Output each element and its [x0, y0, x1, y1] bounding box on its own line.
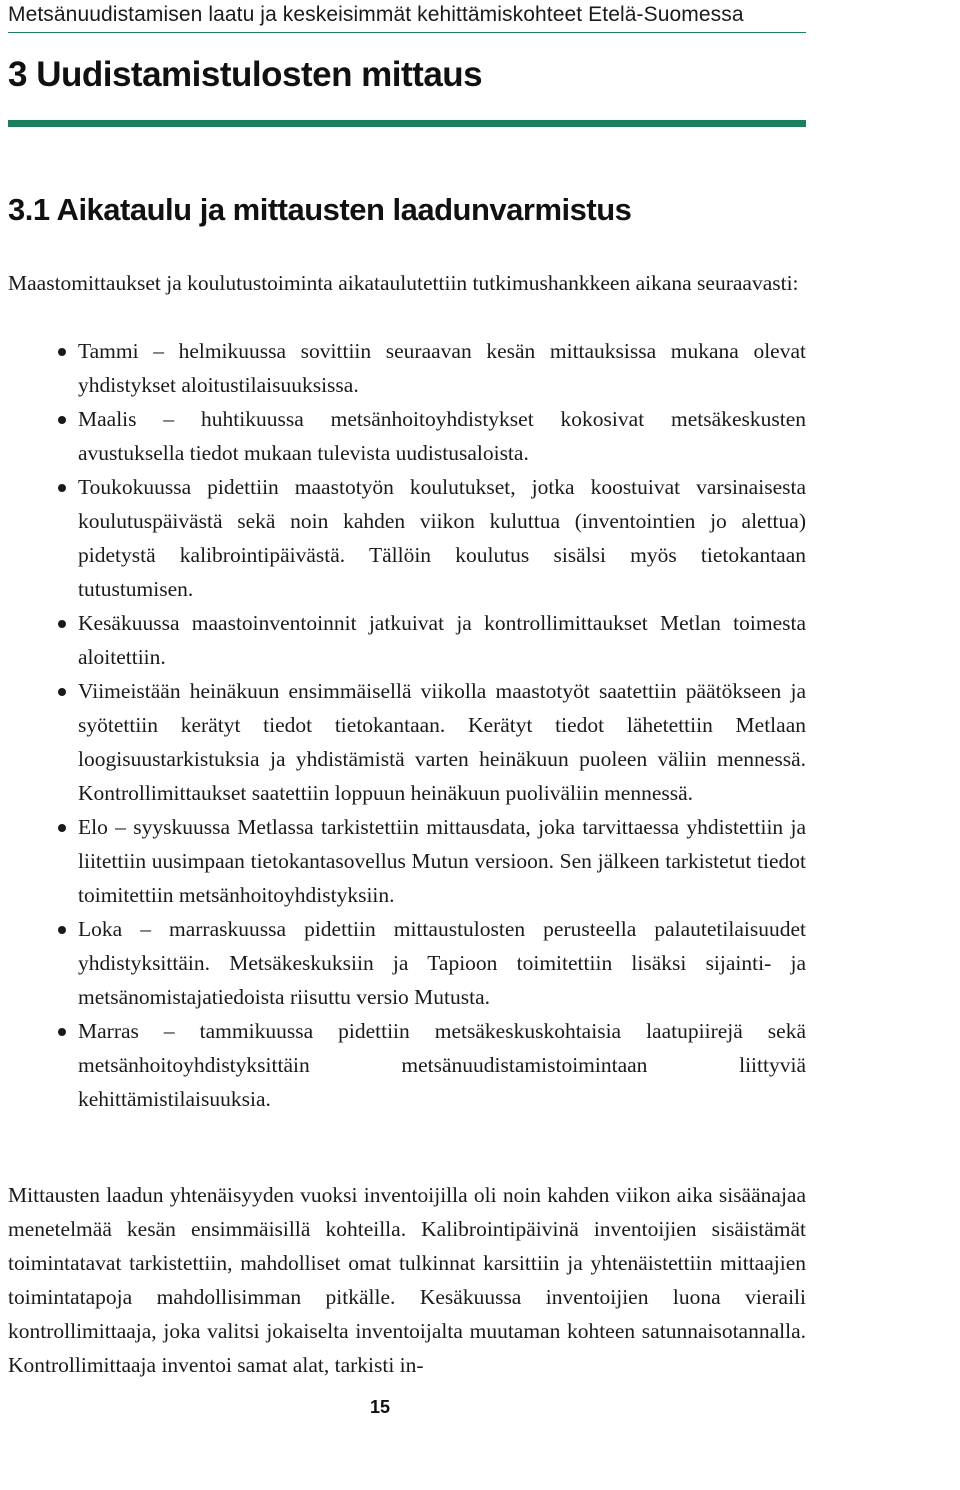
- list-item: [8, 674, 806, 810]
- bullet-icon: [58, 484, 66, 492]
- list-item: [8, 334, 806, 402]
- list-item: [8, 912, 806, 1014]
- list-item-text: Kesäkuussa maastoinventoinnit jatkuivat ja kontrollimittaukset Metlan toimesta aloitettiin.: [78, 611, 806, 669]
- list-item-text: Toukokuussa pidettiin maastotyön koulutukset, jotka koostuivat varsinaisesta koulutuspäivästä sekä noin kahden viikon kuluttua (inventointien jo alettua) pidetystä kalibrointipäivästä. Tällöin koulutus sisälsi myös tietokantaan tutustumisen.: [78, 475, 806, 601]
- section-title: 3.1 Aikataulu ja mittausten laadunvarmistus: [8, 192, 632, 227]
- list-item-text: Tammi – helmikuussa sovittiin seuraavan kesän mittauksissa mukana olevat yhdistykset aloitustilaisuuksissa.: [78, 339, 806, 397]
- list-item: [8, 1014, 806, 1116]
- list-item: [8, 470, 806, 606]
- header-rule-thin: [8, 32, 806, 33]
- list-item-text: Marras – tammikuussa pidettiin metsäkeskuskohtaisia laatupiirejä sekä metsänhoitoyhdistyksittäin metsänuudistamistoimintaan liittyviä kehittämistilaisuuksia.: [78, 1019, 806, 1111]
- list-item-text: Loka – marraskuussa pidettiin mittaustulosten perusteella palautetilaisuudet yhdistyksittäin. Metsäkeskuksiin ja Tapioon toimitettiin lisäksi sijainti- ja metsänomistajatiedoista riisuttu versio Mutusta.: [78, 917, 806, 1009]
- intro-paragraph: Maastomittaukset ja koulutustoiminta aikataulutettiin tutkimushankkeen aikana seuraavasti:: [8, 271, 799, 295]
- chapter-title: 3 Uudistamistulosten mittaus: [8, 55, 483, 94]
- bullet-icon: [58, 1028, 66, 1036]
- list-item: [8, 810, 806, 912]
- schedule-list: [8, 334, 806, 1116]
- bullet-icon: [58, 688, 66, 696]
- header-rule-thick: [8, 120, 806, 127]
- closing-paragraph: Mittausten laadun yhtenäisyyden vuoksi inventoijilla oli noin kahden viikon aika sisäänajaa menetelmää kesän ensimmäisillä kohteilla. Kalibrointipäivinä inventoijien sisäistämät toimintatavat tarkistettiin, mahdolliset omat tulkinnat karsittiin ja yhtenäistettiin mittaajien toimintatapoja mahdollisimman pitkälle. Kesäkuussa inventoijien luona vieraili kontrollimittaaja, joka valitsi jokaiselta inventoijalta muutaman kohteen satunnaisotannalla. Kontrollimittaaja inventoi samat alat, tarkisti in-: [8, 1183, 806, 1377]
- list-item-text: Viimeistään heinäkuun ensimmäisellä viikolla maastotyöt saatettiin päätökseen ja syötettiin kerätyt tiedot tietokantaan. Kerätyt tiedot lähetettiin Metlaan loogisuustarkistuksia ja yhdistämistä varten heinäkuun puoleen väliin mennessä. Kontrollimittaukset saatettiin loppuun heinäkuun puoliväliin mennessä.: [78, 679, 806, 805]
- list-item: [8, 402, 806, 470]
- list-item-text: Maalis – huhtikuussa metsänhoitoyhdistykset kokosivat metsäkeskusten avustuksella tiedot mukaan tulevista uudistusaloista.: [78, 407, 806, 465]
- running-head: Metsänuudistamisen laatu ja keskeisimmät kehittämiskohteet Etelä-Suomessa: [8, 3, 744, 26]
- bullet-icon: [58, 416, 66, 424]
- list-item: [8, 606, 806, 674]
- list-item-text: Elo – syyskuussa Metlassa tarkistettiin mittausdata, joka tarvittaessa yhdistettiin ja liitettiin uusimpaan tietokantasovellus Mutun versioon. Sen jälkeen tarkistetut tiedot toimitettiin metsänhoitoyhdistyksiin.: [78, 815, 806, 907]
- bullet-icon: [58, 348, 66, 356]
- bullet-icon: [58, 620, 66, 628]
- bullet-icon: [58, 824, 66, 832]
- bullet-icon: [58, 926, 66, 934]
- page-number: 15: [370, 1397, 391, 1417]
